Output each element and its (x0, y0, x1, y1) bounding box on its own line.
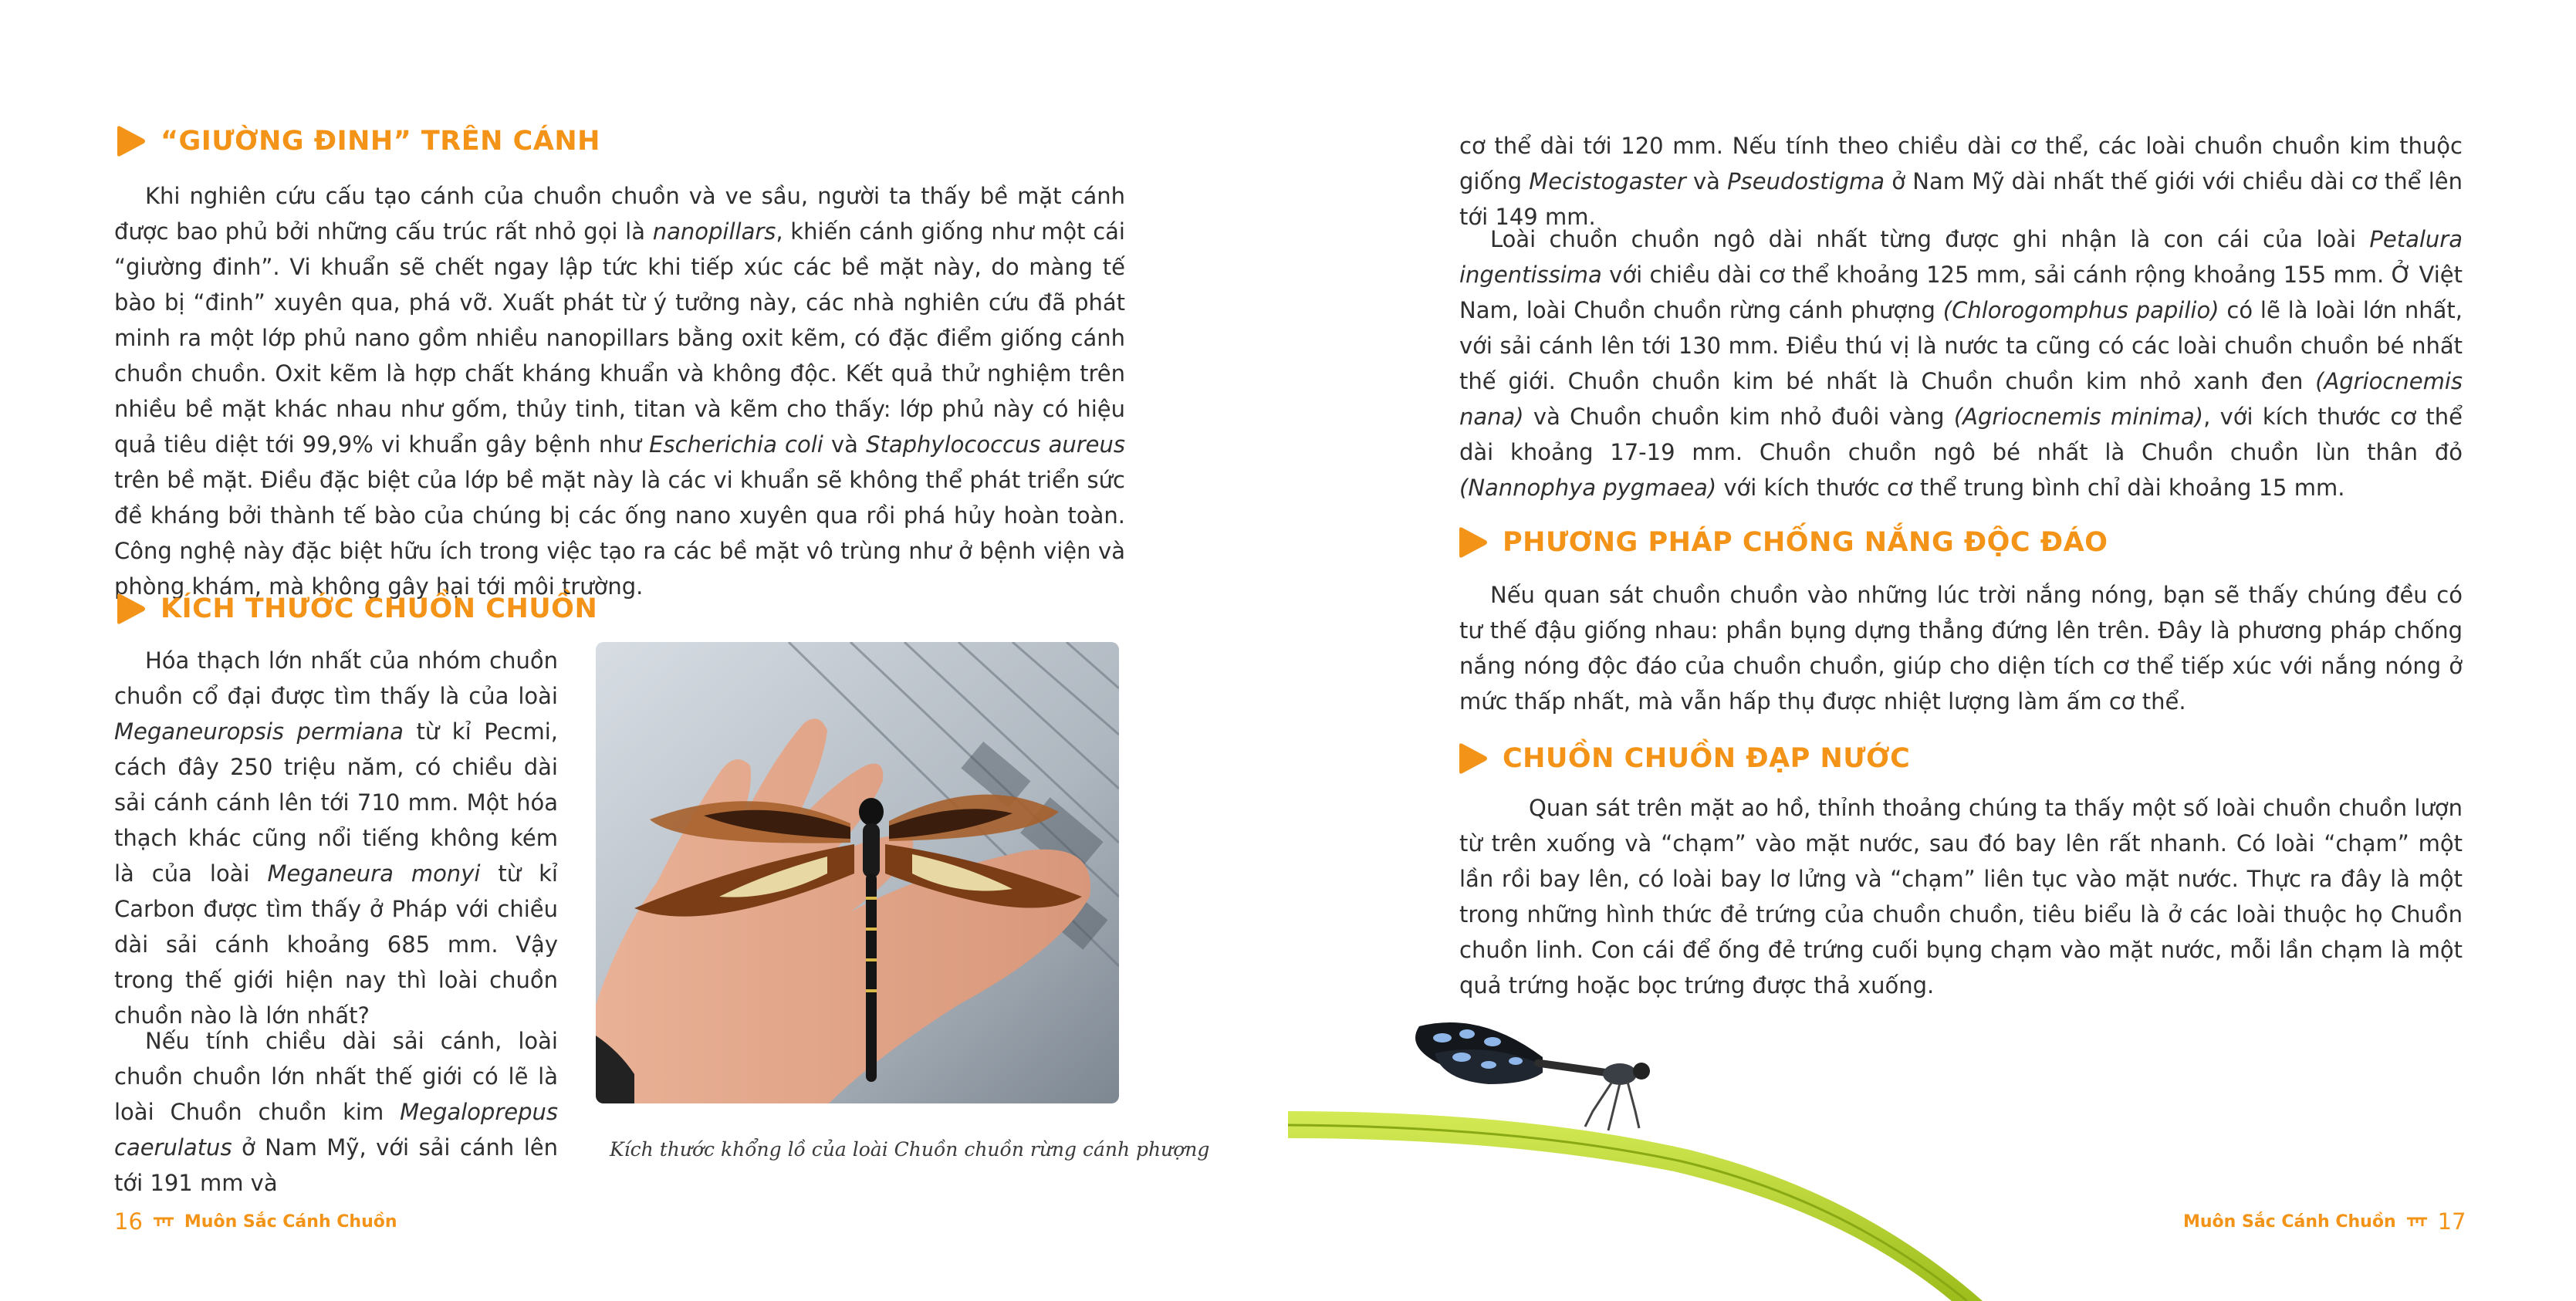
body-paragraph: Nếu quan sát chuồn chuồn vào những lúc trời nắng nóng, bạn sẽ thấy chúng đều có tư thế đậu giống nhau: phần bụng dựng thẳng đứng lên trên. Đây là phương pháp chống nắng nóng độc đáo của chuồn chuồn, giúp cho diện tích cơ thể tiếp xúc với nắng nóng ở mức thấp nhất, mà vẫn hấp thụ được nhiệt lượng làm ấm cơ thể. (1459, 582, 2463, 715)
book-title: Muôn Sắc Cánh Chuồn (2183, 1211, 2396, 1232)
section-heading (1456, 526, 2108, 559)
section-heading (114, 125, 600, 157)
dragonfly-hand-illustration (596, 642, 1119, 1103)
play-marker-icon (114, 593, 147, 625)
body-paragraph: cơ thể dài tới 120 mm. Nếu tính theo chiều dài cơ thể, các loài chuồn chuồn kim thuộc giống Mecistogaster và Pseudostigma ở Nam Mỹ dài nhất thế giới với chiều dài cơ thể lên tới 149 mm. (1459, 133, 2463, 230)
damselfly-on-leaf-illustration (1288, 995, 2576, 1301)
page-number: 16 (114, 1208, 143, 1235)
page-footer (2183, 1208, 2466, 1235)
section-title: KÍCH THƯỚC CHUỒN CHUỒN (161, 593, 598, 624)
dragonfly-mark-icon (2405, 1215, 2429, 1228)
body-paragraph: Loài chuồn chuồn ngô dài nhất từng được ghi nhận là con cái của loài Petalura ingentissima với chiều dài cơ thể khoảng 125 mm, sải cánh rộng khoảng 155 mm. Ở Việt Nam, loài Chuồn chuồn rừng cánh phượng (Chlorogomphus papilio) có lẽ là loài lớn nhất, với sải cánh lên tới 130 mm. Điều thú vị là nước ta cũng có các loài chuồn chuồn bé nhất thế giới. Chuồn chuồn kim bé nhất là Chuồn chuồn kim nhỏ xanh đen (Agriocnemis nana) và Chuồn chuồn kim nhỏ đuôi vàng (Agriocnemis minima), với kích thước cơ thể dài khoảng 17-19 mm. Chuồn chuồn ngô bé nhất là Chuồn chuồn lùn thân đỏ (Nannophya pygmaea) với kích thước cơ thể trung bình chỉ dài khoảng 15 mm. (1459, 226, 2463, 501)
page-number: 17 (2437, 1208, 2466, 1235)
photo-caption: Kích thước khổng lồ của loài Chuồn chuồn rừng cánh phượng (610, 1138, 1210, 1161)
section-title: CHUỒN CHUỒN ĐẠP NƯỚC (1503, 743, 1911, 774)
section-heading (114, 593, 597, 625)
page-footer (114, 1208, 397, 1235)
body-paragraph: Quan sát trên mặt ao hồ, thỉnh thoảng chúng ta thấy một số loài chuồn chuồn lượn từ trên xuống và “chạm” vào mặt nước, sau đó bay lên rất nhanh. Có loài “chạm” một lần rồi bay lên, có loài bay lơ lửng và “chạm” liên tục vào mặt nước. Thực ra đây là một trong những hình thức đẻ trứng của chuồn chuồn, tiêu biểu là ở các loài thuộc họ Chuồn chuồn linh. Con cái để ống đẻ trứng cuối bụng chạm vào mặt nước, mỗi lần chạm là một quả trứng hoặc bọc trứng được thả xuống. (1459, 795, 2463, 999)
dragonfly-mark-icon (152, 1215, 175, 1228)
play-marker-icon (1456, 742, 1489, 775)
play-marker-icon (114, 125, 147, 157)
right-page (1288, 0, 2576, 1301)
play-marker-icon (1456, 526, 1489, 559)
dragonfly-hand-photo (596, 642, 1119, 1103)
section-title: PHƯƠNG PHÁP CHỐNG NẮNG ĐỘC ĐÁO (1503, 527, 2108, 558)
body-paragraph: Nếu tính chiều dài sải cánh, loài chuồn chuồn lớn nhất thế giới có lẽ là loài Chuồn chuồn kim Megaloprepus caerulatus ở Nam Mỹ, với sải cánh lên tới 191 mm và (114, 1028, 558, 1196)
section-title: “GIƯỜNG ĐINH” TRÊN CÁNH (161, 126, 600, 157)
section-heading (1456, 742, 1910, 775)
body-paragraph: Hóa thạch lớn nhất của nhóm chuồn chuồn cổ đại được tìm thấy là của loài Meganeuropsis permiana từ kỉ Pecmi, cách đây 250 triệu năm, có chiều dài sải cánh cánh lên tới 710 mm. Một hóa thạch khác cũng nổi tiếng không kém là của loài Meganeura monyi từ kỉ Carbon được tìm thấy ở Pháp với chiều dài sải cánh khoảng 685 mm. Vậy trong thế giới hiện nay thì loài chuồn chuồn nào là lớn nhất? (114, 647, 558, 1029)
body-paragraph: Khi nghiên cứu cấu tạo cánh của chuồn chuồn và ve sầu, người ta thấy bề mặt cánh được bao phủ bởi những cấu trúc rất nhỏ gọi là nanopillars, khiến cánh giống như một cái “giường đinh”. Vi khuẩn sẽ chết ngay lập tức khi tiếp xúc các bề mặt này, do màng tế bào bị “đinh” xuyên qua, phá vỡ. Xuất phát từ ý tưởng này, các nhà nghiên cứu đã phát minh ra một lớp phủ nano gồm nhiều nanopillars bằng oxit kẽm, có đặc điểm giống cánh chuồn chuồn. Oxit kẽm là hợp chất kháng khuẩn và không độc. Kết quả thử nghiệm trên nhiều bề mặt khác nhau như gốm, thủy tinh, titan và kẽm cho thấy: lớp phủ này có hiệu quả tiêu diệt tới 99,9% vi khuẩn gây bệnh như Escherichia coli và Staphylococcus aureus trên bề mặt. Điều đặc biệt của lớp bề mặt này là các vi khuẩn sẽ không thể phát triển sức đề kháng bởi thành tế bào của chúng bị các ống nano xuyên qua rồi phá hủy hoàn toàn. Công nghệ này đặc biệt hữu ích trong việc tạo ra các bề mặt vô trùng như ở bệnh viện và phòng khám, mà không gây hại tới môi trường. (114, 183, 1126, 600)
book-title: Muôn Sắc Cánh Chuồn (184, 1211, 397, 1232)
